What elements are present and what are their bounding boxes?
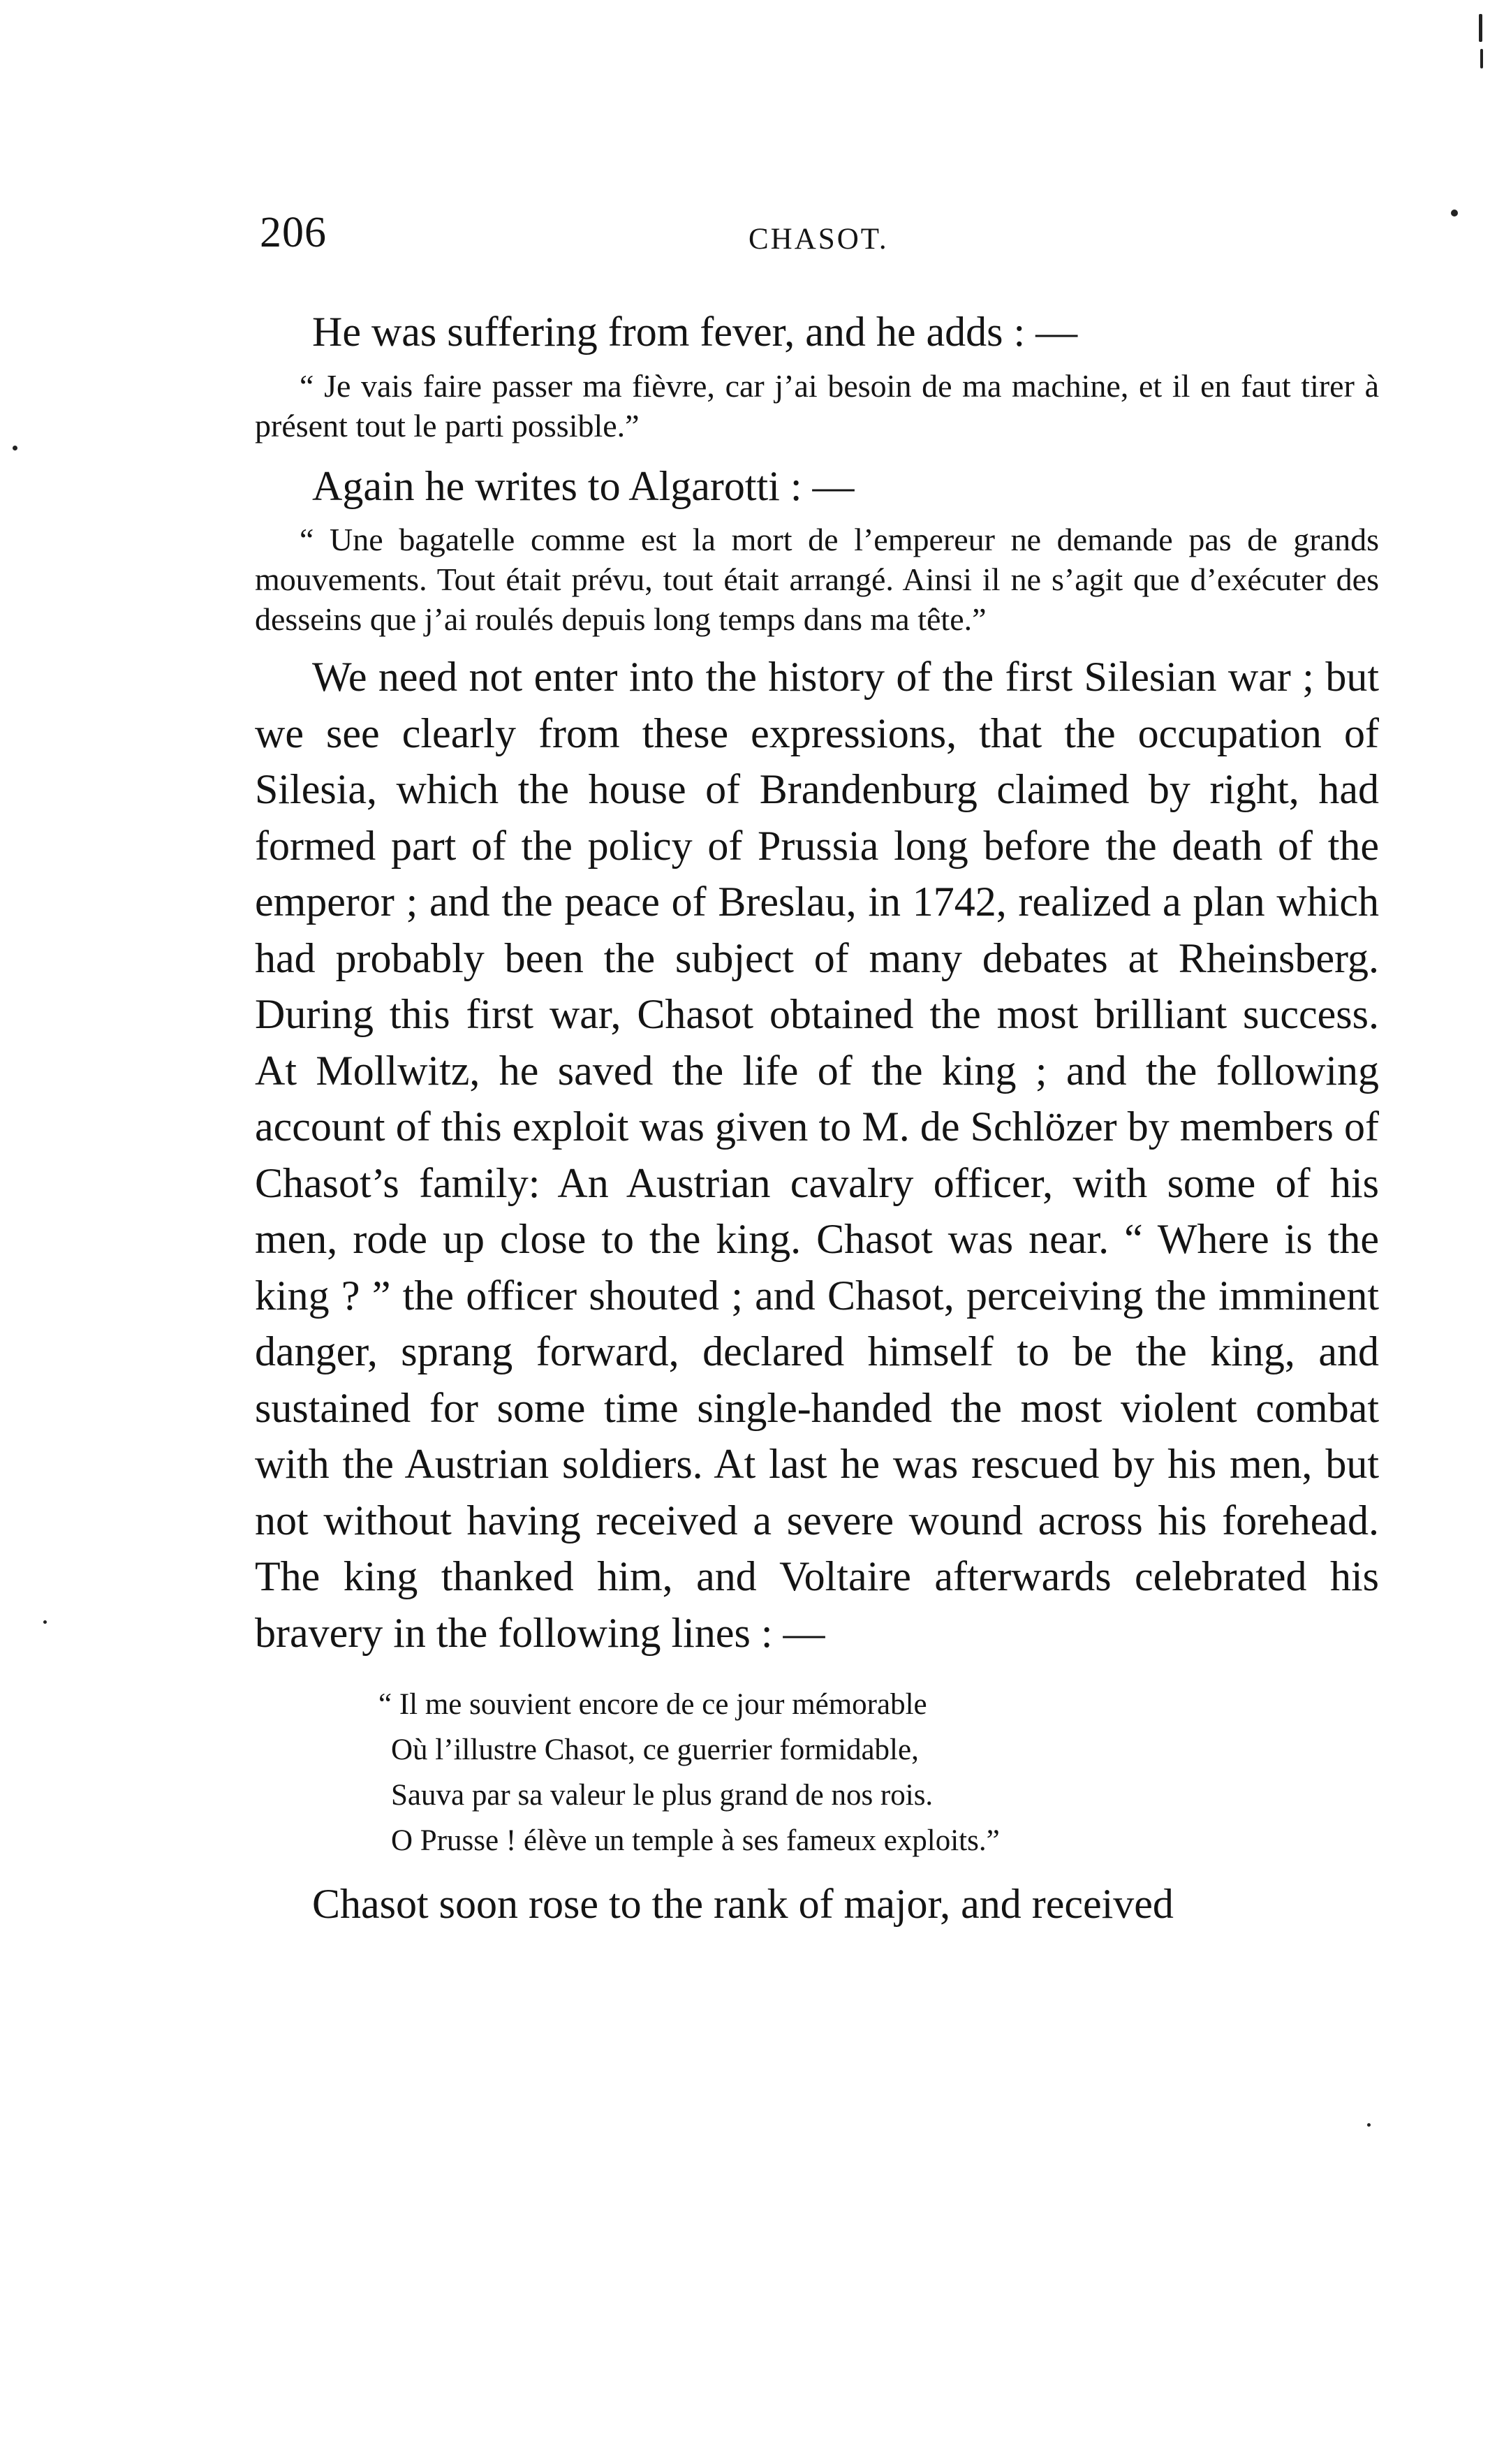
quote-fever: “ Je vais faire passer ma fièvre, car j’ai besoin de ma machine, et il en faut tirer à présent tout le parti possible.” xyxy=(255,367,1379,443)
verse-quotation xyxy=(255,1682,1379,1863)
quote-algarotti: “ Une bagatelle comme est la mort de l’empereur ne demande pas de grands mouvements. Tout était prévu, tout était arrangé. Ainsi il ne s’agit que d’exécuter des desseins que j’ai roulés depuis long temps dans ma tête.” xyxy=(255,522,1379,637)
running-head: CHASOT. xyxy=(748,223,889,256)
paragraph-algarotti: Again he writes to Algarotti : — xyxy=(312,462,855,509)
ink-speck xyxy=(43,1620,47,1624)
text-block xyxy=(255,304,1379,1933)
ink-speck xyxy=(1480,49,1483,68)
ink-speck xyxy=(1451,210,1458,217)
page-number: 206 xyxy=(260,209,327,256)
paragraph-silesian-war: We need not enter into the history of the first Silesian war ; but we see clearly from these expressions, that the occupation of Silesia, which the house of Brandenburg claimed by right, had formed part of the policy of Prussia long before the death of the emperor ; and the peace of Breslau, in 1742, realized a plan which had probably been the subject of many debates at Rheinsberg. During this first war, Chasot obtained the most brilliant success. At Mollwitz, he saved the life of the king ; and the following account of this exploit was given to M. de Schlözer by members of Chasot’s family: An Austrian cavalry officer, with some of his men, rode up close to the king. Chasot was near. “ Where is the king ? ” the officer shouted ; and Chasot, perceiving the imminent danger, sprang forward, declared himself to be the king, and sustained for some time single-handed the most violent combat with the Austrian soldiers. At last he was rescued by his men, but not without having received a severe wound across his forehead. The king thanked him, and Voltaire afterwards celebrated his bravery in the following lines : — xyxy=(255,654,1379,1656)
verse-line: O Prusse ! élève un temple à ses fameux exploits.” xyxy=(391,1824,1000,1857)
page-header xyxy=(260,208,1377,264)
ink-speck xyxy=(1479,14,1482,42)
paragraph-major: Chasot soon rose to the rank of major, and received xyxy=(312,1881,1174,1927)
verse-line: Sauva par sa valeur le plus grand de nos rois. xyxy=(391,1779,934,1812)
paragraph-fever: He was suffering from fever, and he adds : — xyxy=(312,309,1078,355)
ink-speck xyxy=(13,446,17,450)
verse-line: “ Il me souvient encore de ce jour mémorable xyxy=(378,1688,927,1721)
verse-line: Où l’illustre Chasot, ce guerrier formidable, xyxy=(391,1733,919,1766)
ink-speck xyxy=(1367,2123,1371,2127)
